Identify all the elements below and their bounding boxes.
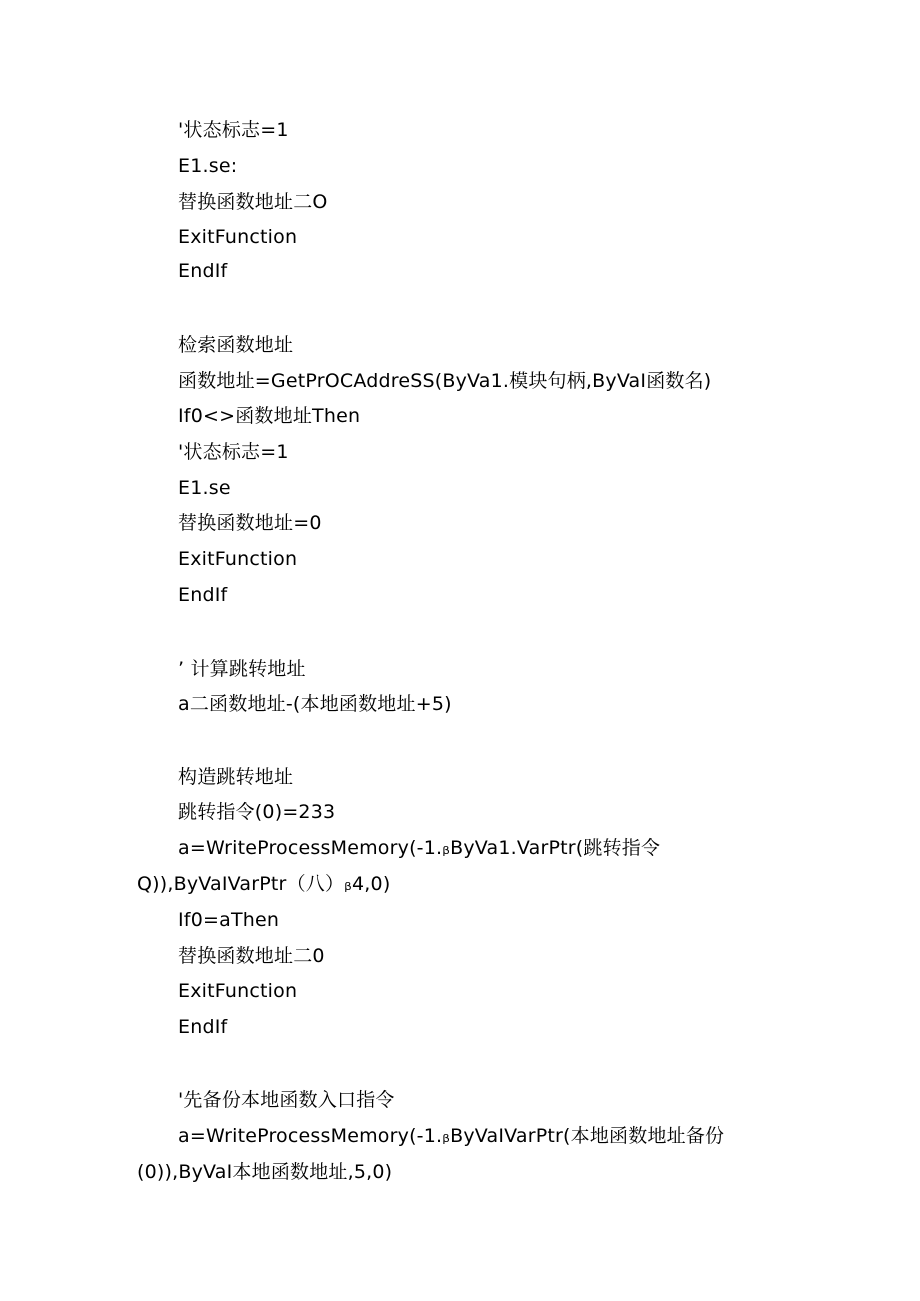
code-line: 跳转指令(0)=233 bbox=[178, 801, 336, 823]
code-line: EndIf bbox=[178, 1016, 228, 1038]
code-line: '状态标志=1 bbox=[178, 119, 289, 141]
code-line: ExitFunction bbox=[178, 980, 298, 1002]
code-line: a=WriteProcessMemory(-1.ᵦByVa1.VarPtr(跳转指令 bbox=[178, 837, 661, 859]
code-line: a二函数地址-(本地函数地址+5) bbox=[178, 693, 452, 715]
code-line: '状态标志=1 bbox=[178, 441, 289, 463]
code-line: If0<>函数地址Then bbox=[178, 405, 361, 427]
code-line: 替换函数地址二O bbox=[178, 191, 328, 213]
code-line: ExitFunction bbox=[178, 548, 298, 570]
code-line: a=WriteProcessMemory(-1.ᵦByVaIVarPtr(本地函数地址备份 bbox=[178, 1125, 725, 1147]
code-line: 替换函数地址二0 bbox=[178, 945, 325, 967]
code-line: ’ 计算跳转地址 bbox=[178, 658, 306, 680]
code-line: (0)),ByVaI本地函数地址,5,0) bbox=[137, 1161, 393, 1183]
code-line: '先备份本地函数入口指令 bbox=[178, 1089, 395, 1111]
code-line: 替换函数地址=0 bbox=[178, 512, 322, 534]
code-line: 检索函数地址 bbox=[178, 334, 294, 356]
code-line: 构造跳转地址 bbox=[178, 766, 294, 788]
code-line: Q)),ByVaIVarPtr（八）ᵦ4,0) bbox=[137, 873, 391, 895]
code-line: 函数地址=GetPrOCAddreSS(ByVa1.模块句柄,ByVaI函数名) bbox=[178, 370, 712, 392]
code-line: EndIf bbox=[178, 260, 228, 282]
code-line: If0=aThen bbox=[178, 909, 280, 931]
code-line: EndIf bbox=[178, 584, 228, 606]
code-line: ExitFunction bbox=[178, 226, 298, 248]
code-line: E1.se bbox=[178, 477, 231, 499]
code-line: E1.se: bbox=[178, 155, 238, 177]
